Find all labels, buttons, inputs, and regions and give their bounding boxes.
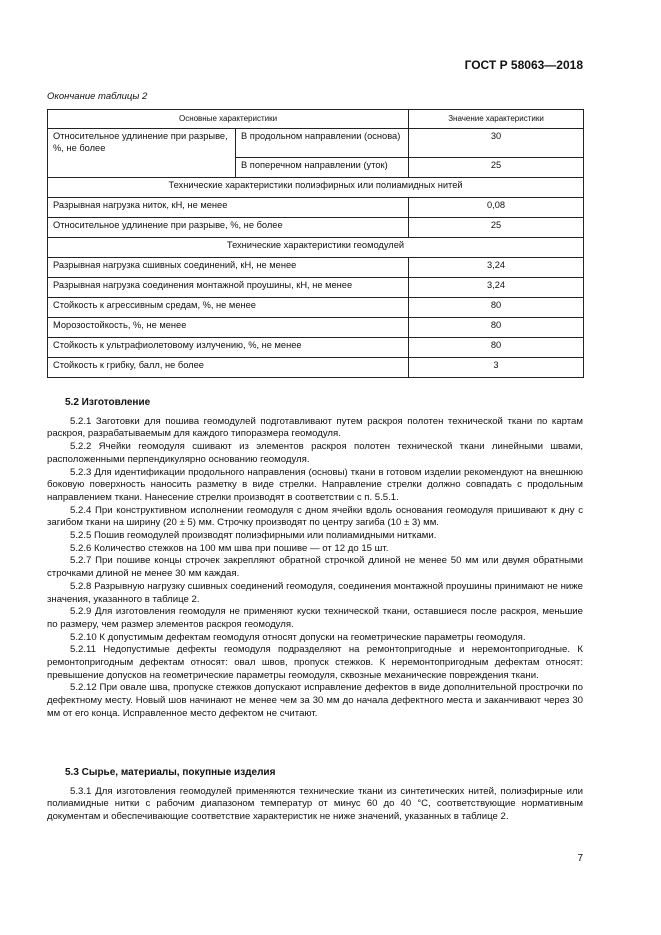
table-row bbox=[48, 129, 584, 158]
row-sublabel: В продольном направлении (основа) bbox=[236, 129, 409, 158]
row-value: 80 bbox=[409, 298, 584, 318]
paragraph: 5.2.10 К допустимым дефектам геомодуля относят допуски на геометрические параметры геомодуля. bbox=[70, 631, 526, 643]
row-label: Разрывная нагрузка ниток, кН, не менее bbox=[48, 198, 409, 218]
section-manufacturing bbox=[47, 397, 583, 721]
paragraph: 5.2.9 Для изготовления геомодуля не применяют куски технической ткани, оставшиеся после раскроя, меньшие по размеру, чем размер элементов раскроя геомодуля. bbox=[47, 606, 583, 630]
paragraph: 5.2.2 Ячейки геомодуля сшивают из элементов раскроя полотен технической ткани линейными швами, расположенными перпендикулярно основанию геомодуля. bbox=[47, 441, 583, 465]
row-value: 25 bbox=[409, 218, 584, 238]
row-label: Разрывная нагрузка сшивных соединений, кН, не менее bbox=[48, 258, 409, 278]
row-label: Стойкость к грибку, балл, не более bbox=[48, 358, 409, 378]
table-row bbox=[48, 318, 584, 338]
paragraph: 5.3.1 Для изготовления геомодулей применяются технические ткани из синтетических нитей, полиэфирные или полиамидные нитки с рабочим диапазоном температур от минус 60 до 40 °С, соответствующие нормативным документам и обеспечивающие соответствие характеристик не ниже значений, указанных в таблице 2. bbox=[47, 785, 583, 823]
row-label: Стойкость к агрессивным средам, %, не менее bbox=[48, 298, 409, 318]
section-title: 5.2 Изготовление bbox=[65, 397, 151, 408]
table-row bbox=[48, 218, 584, 238]
row-value: 80 bbox=[409, 338, 584, 358]
row-label: Морозостойкость, %, не менее bbox=[48, 318, 409, 338]
column-header: Основные характеристики bbox=[48, 110, 409, 129]
paragraph: 5.2.12 При овале шва, пропуске стежков допускают исправление дефектов в виде дополнительной прострочки по дефектному месту. Новый шов начинают не менее чем за 30 мм до начала дефектного места и заканчивают через 30 мм от его конца. Исправленное место дефектом не считают. bbox=[47, 682, 583, 719]
group-header-row bbox=[48, 238, 584, 258]
row-value: 3,24 bbox=[409, 258, 584, 278]
row-value: 3,24 bbox=[409, 278, 584, 298]
paragraph: 5.2.3 Для идентификации продольного направления (основы) ткани в готовом изделии рекомендуют на внешнюю боковую поверхность наносить разметку в виде стрелки. Направление стрелки должно совпадать с продольным направлением ткани. Нанесение стрелки производят в соответствии с п. 5.5.1. bbox=[47, 466, 583, 503]
row-label: Разрывная нагрузка соединения монтажной проушины, кН, не менее bbox=[48, 278, 409, 298]
table-row bbox=[48, 338, 584, 358]
row-value: 0,08 bbox=[409, 198, 584, 218]
document-number: ГОСТ Р 58063—2018 bbox=[464, 58, 583, 72]
row-label: Относительное удлинение при разрыве, %, не более bbox=[48, 218, 409, 238]
section-materials bbox=[47, 767, 583, 824]
page-number: 7 bbox=[577, 853, 583, 864]
row-value: 30 bbox=[409, 129, 584, 158]
group-header: Технические характеристики полиэфирных или полиамидных нитей bbox=[48, 178, 584, 198]
paragraph: 5.2.11 Недопустимые дефекты геомодуля подразделяют на ремонтопригодные и неремонтопригодные. К ремонтопригодным дефектам относят: овал швов, пропуск стежков. К неремонтопригодным дефектам относят: превышение допусков на геометрические параметры геомодуля, сквозные механические повреждения ткани. bbox=[47, 644, 583, 681]
group-header-row bbox=[48, 178, 584, 198]
row-label: Стойкость к ультрафиолетовому излучению, %, не менее bbox=[48, 338, 409, 358]
row-value: 3 bbox=[409, 358, 584, 378]
paragraph: 5.2.6 Количество стежков на 100 мм шва при пошиве — от 12 до 15 шт. bbox=[70, 542, 389, 554]
paragraph: 5.2.5 Пошив геомодулей производят полиэфирными или полиамидными нитками. bbox=[70, 530, 437, 542]
elongation-label: Относительное удлинение при разрыве, %, не более bbox=[48, 129, 236, 178]
table-row bbox=[48, 298, 584, 318]
table-row bbox=[48, 278, 584, 298]
table-caption: Окончание таблицы 2 bbox=[47, 91, 148, 102]
group-header: Технические характеристики геомодулей bbox=[48, 238, 584, 258]
table-header-row bbox=[48, 110, 584, 129]
row-value: 80 bbox=[409, 318, 584, 338]
row-sublabel: В поперечном направлении (уток) bbox=[236, 158, 409, 178]
table-row bbox=[48, 198, 584, 218]
row-value: 25 bbox=[409, 158, 584, 178]
table-row bbox=[48, 358, 584, 378]
paragraph: 5.2.8 Разрывную нагрузку сшивных соединений геомодуля, соединения монтажной проушины принимают не ниже значения, указанного в таблице 2. bbox=[47, 580, 583, 605]
characteristics-table bbox=[47, 109, 584, 378]
paragraph: 5.2.7 При пошиве концы строчек закрепляют обратной строчкой длиной не менее 50 мм или двумя обратными строчками длиной не менее 30 мм каждая. bbox=[47, 555, 583, 580]
column-header: Значение характеристики bbox=[409, 110, 584, 129]
paragraph: 5.2.1 Заготовки для пошива геомодулей подготавливают путем раскроя полотен технической ткани по картам раскроя, разрабатываемым для каждого типоразмера геомодуля. bbox=[47, 415, 583, 440]
paragraph: 5.2.4 При конструктивном исполнении геомодуля с дном ячейки вдоль основания геомодуля пришивают к дну с загибом ткани на ширину (20 ± 5) мм. Строчку производят по центру загиба (10 ± 3) мм. bbox=[47, 504, 583, 529]
table-row bbox=[48, 258, 584, 278]
section-title: 5.3 Сырье, материалы, покупные изделия bbox=[65, 767, 276, 778]
